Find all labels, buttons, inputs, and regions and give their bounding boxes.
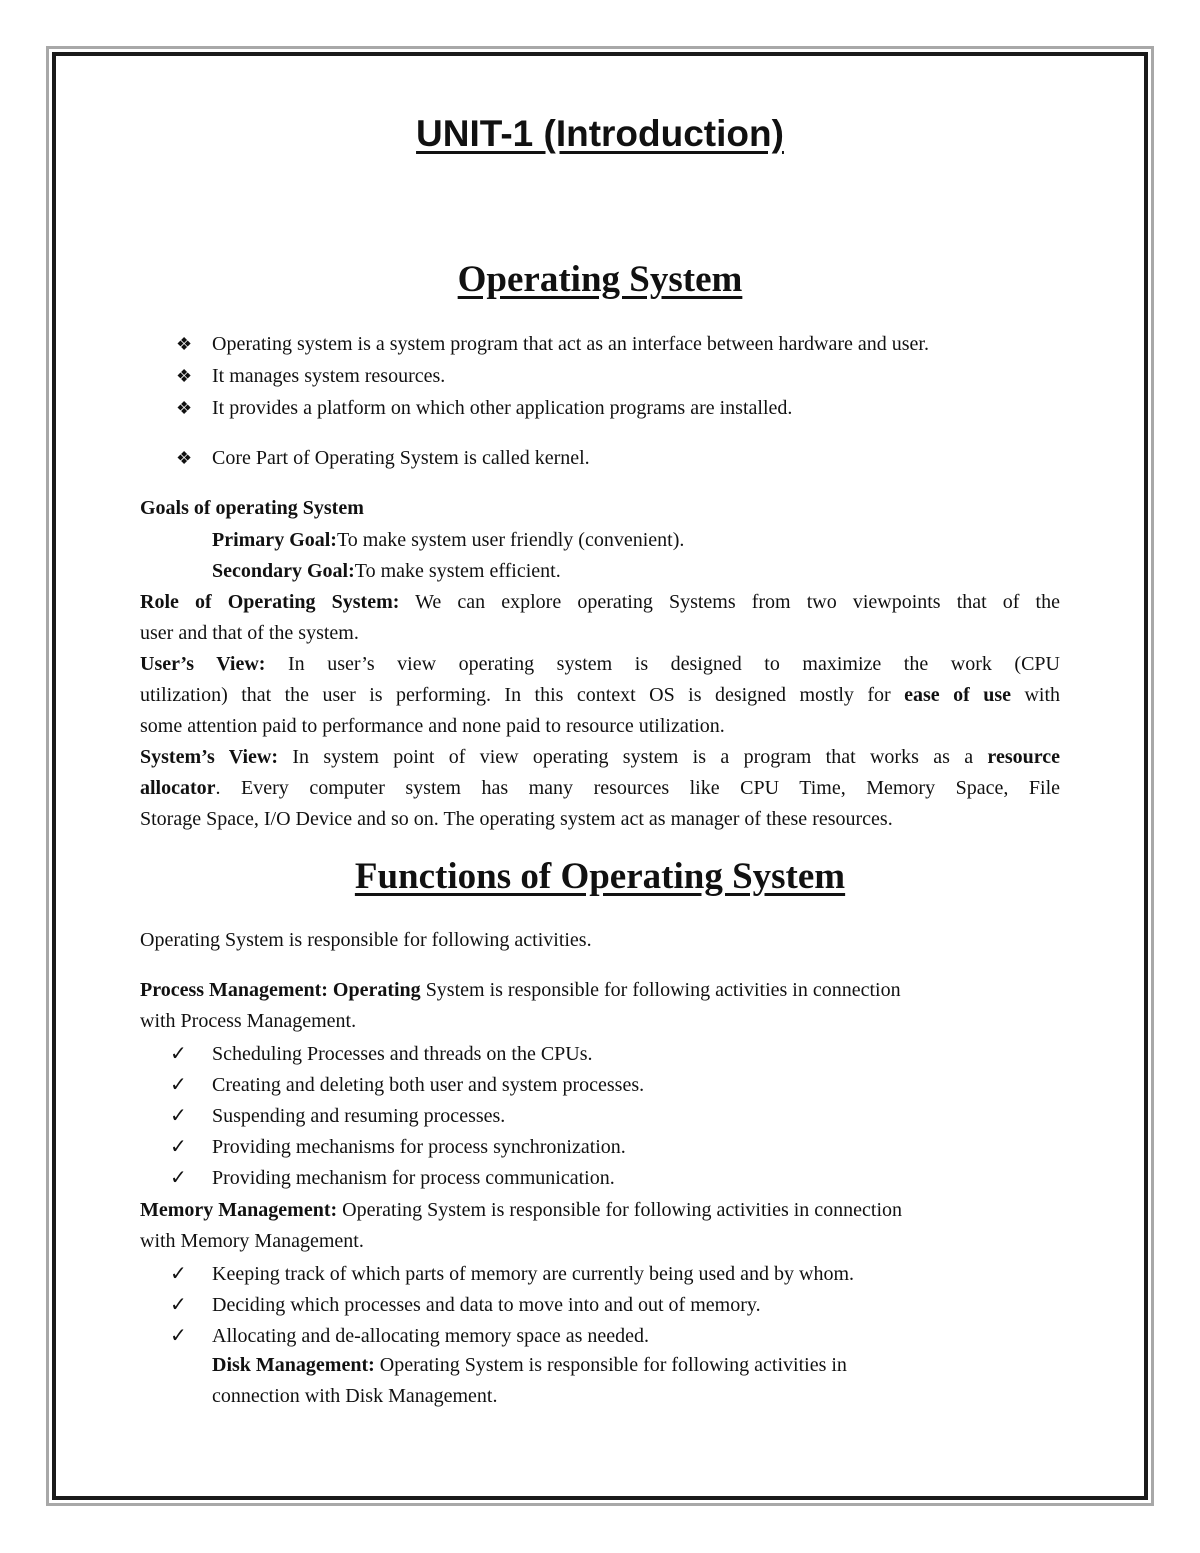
os-bullet-text: It manages system resources.	[212, 365, 446, 387]
systems-view-label: System’s View:	[140, 746, 279, 768]
os-bullet-text: It provides a platform on which other application programs are installed.	[212, 397, 793, 419]
os-bullet	[176, 362, 445, 390]
memory-mgmt-label: Memory Management:	[140, 1199, 338, 1221]
checkmark-icon: ✓	[170, 1325, 187, 1347]
diamond-bullet-icon: ❖	[176, 366, 193, 386]
process-mgmt-line-1: Process Management: Operating System is responsible for following activities in connection	[140, 979, 901, 1001]
diamond-bullet-icon: ❖	[176, 448, 193, 468]
memory-mgmt-item	[170, 1322, 649, 1350]
memory-mgmt-item	[170, 1260, 854, 1288]
memory-item-text: Allocating and de-allocating memory space as needed.	[212, 1325, 650, 1347]
checkmark-icon: ✓	[170, 1167, 187, 1189]
role-line-1: Role of Operating System: We can explore operating Systems from two viewpoints that of the	[140, 591, 1060, 613]
process-mgmt-item	[170, 1133, 626, 1161]
systems-view-line-3: Storage Space, I/O Device and so on. The operating system act as manager of these resources.	[140, 808, 893, 830]
functions-intro: Operating System is responsible for following activities.	[140, 929, 592, 951]
users-view-line-3: some attention paid to performance and none paid to resource utilization.	[140, 715, 725, 737]
systems-view-line-1: System’s View: In system point of view operating system is a program that works as a resource	[140, 746, 1060, 768]
unit-title: UNIT-1 (Introduction)	[416, 113, 784, 154]
os-bullet	[176, 394, 792, 422]
secondary-goal: Secondary Goal:To make system efficient.	[212, 560, 561, 582]
memory-item-text: Deciding which processes and data to move into and out of memory.	[212, 1294, 761, 1316]
process-mgmt-item	[170, 1071, 644, 1099]
checkmark-icon: ✓	[170, 1263, 187, 1285]
memory-item-text: Keeping track of which parts of memory are currently being used and by whom.	[212, 1263, 855, 1285]
disk-mgmt-label: Disk Management:	[212, 1354, 375, 1376]
disk-mgmt-line-2: connection with Disk Management.	[212, 1385, 498, 1407]
process-mgmt-label: Process Management: Operating	[140, 979, 421, 1001]
process-mgmt-line-2: with Process Management.	[140, 1010, 357, 1032]
secondary-goal-label: Secondary Goal:	[212, 560, 355, 582]
os-heading: Operating System	[457, 259, 743, 300]
goals-heading: Goals of operating System	[140, 497, 364, 519]
os-bullet	[176, 330, 929, 358]
checkmark-icon: ✓	[170, 1294, 187, 1316]
process-mgmt-item	[170, 1102, 505, 1130]
checkmark-icon: ✓	[170, 1074, 187, 1096]
process-item-text: Scheduling Processes and threads on the CPUs.	[212, 1043, 593, 1065]
users-view-line-1: User’s View: In user’s view operating system is designed to maximize the work (CPU	[140, 653, 1060, 675]
os-bullet-text: Operating system is a system program that act as an interface between hardware and user.	[212, 333, 929, 355]
primary-goal-label: Primary Goal:	[212, 529, 337, 551]
memory-mgmt-line-1: Memory Management: Operating System is responsible for following activities in connection	[140, 1199, 903, 1221]
process-item-text: Providing mechanism for process communication.	[212, 1167, 615, 1189]
os-bullet	[176, 444, 590, 472]
users-view-line-2: utilization) that the user is performing. In this context OS is designed mostly for ease of use with	[140, 684, 1060, 706]
process-item-text: Suspending and resuming processes.	[212, 1105, 506, 1127]
checkmark-icon: ✓	[170, 1105, 187, 1127]
role-line-2: user and that of the system.	[140, 622, 359, 644]
memory-mgmt-line-2: with Memory Management.	[140, 1230, 364, 1252]
primary-goal: Primary Goal:To make system user friendly (convenient).	[212, 529, 685, 551]
os-bullet-text: Core Part of Operating System is called kernel.	[212, 447, 590, 469]
functions-heading: Functions of Operating System	[354, 856, 846, 897]
process-item-text: Providing mechanisms for process synchronization.	[212, 1136, 626, 1158]
process-mgmt-item	[170, 1164, 615, 1192]
memory-mgmt-item	[170, 1291, 761, 1319]
diamond-bullet-icon: ❖	[176, 334, 193, 354]
checkmark-icon: ✓	[170, 1136, 187, 1158]
systems-view-line-2: allocator. Every computer system has many resources like CPU Time, Memory Space, File	[140, 777, 1060, 799]
disk-mgmt-line-1: Disk Management: Operating System is responsible for following activities in	[212, 1354, 847, 1376]
process-item-text: Creating and deleting both user and system processes.	[212, 1074, 645, 1096]
checkmark-icon: ✓	[170, 1043, 187, 1065]
users-view-label: User’s View:	[140, 653, 266, 675]
diamond-bullet-icon: ❖	[176, 398, 193, 418]
process-mgmt-item	[170, 1040, 593, 1068]
role-label: Role of Operating System:	[140, 591, 400, 613]
